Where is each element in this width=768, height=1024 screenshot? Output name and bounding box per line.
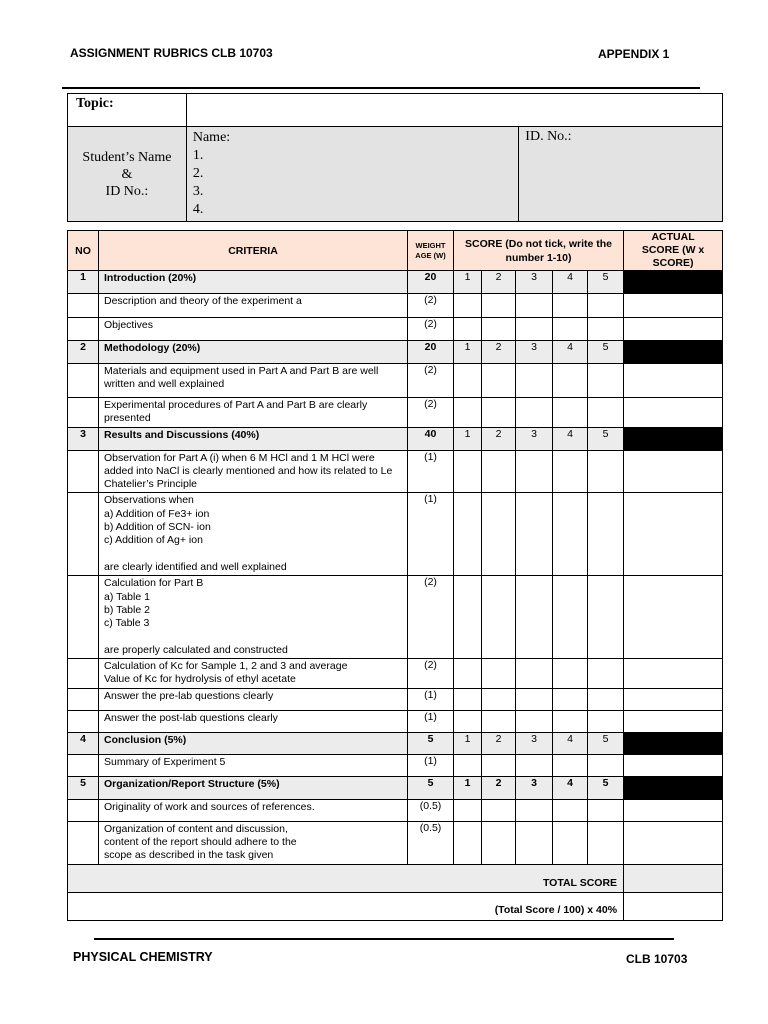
section-number: 3 xyxy=(68,427,99,450)
section-title: Organization/Report Structure (5%) xyxy=(99,776,408,799)
final-score-row xyxy=(68,892,723,920)
score-option[interactable]: 5 xyxy=(588,341,624,364)
score-input-cell[interactable] xyxy=(553,799,588,821)
topic-label: Topic: xyxy=(68,94,187,127)
score-input-cell[interactable] xyxy=(588,710,624,732)
criterion-text xyxy=(99,688,408,710)
appendix-label: APPENDIX 1 xyxy=(598,47,670,61)
score-option[interactable]: 1 xyxy=(454,341,482,364)
score-option[interactable]: 5 xyxy=(588,732,624,754)
criterion-row xyxy=(68,294,723,318)
score-input-cell[interactable] xyxy=(588,398,624,428)
criterion-text-line: Observations when xyxy=(104,494,194,507)
topic-field[interactable] xyxy=(186,94,722,127)
criterion-number-cell xyxy=(68,688,99,710)
criterion-weight: (2) xyxy=(408,398,454,428)
score-input-cell[interactable] xyxy=(454,318,482,341)
score-input-cell[interactable] xyxy=(454,754,482,776)
score-input-cell[interactable] xyxy=(553,821,588,864)
section-weight: 5 xyxy=(408,776,454,799)
criterion-text-line: are properly calculated and constructed xyxy=(104,643,288,656)
score-option[interactable]: 1 xyxy=(454,732,482,754)
criterion-number-cell xyxy=(68,450,99,493)
section-row xyxy=(68,271,723,294)
final-score-input[interactable] xyxy=(624,892,723,920)
section-number: 5 xyxy=(68,776,99,799)
score-option[interactable]: 2 xyxy=(482,776,516,799)
score-input-cell[interactable] xyxy=(553,398,588,428)
header-weight: WEIGHT AGE (W) xyxy=(408,231,454,271)
score-input-cell[interactable] xyxy=(588,318,624,341)
score-input-cell[interactable] xyxy=(482,710,516,732)
criterion-row xyxy=(68,493,723,576)
header-criteria: CRITERIA xyxy=(99,231,408,271)
actual-score-input[interactable] xyxy=(624,364,723,398)
score-input-cell[interactable] xyxy=(516,710,553,732)
score-input-cell[interactable] xyxy=(454,688,482,710)
score-input-cell[interactable] xyxy=(454,364,482,398)
actual-score-input[interactable] xyxy=(624,576,723,659)
criterion-text-line: are clearly identified and well explained xyxy=(104,560,287,573)
score-input-cell[interactable] xyxy=(516,576,553,659)
score-input-cell[interactable] xyxy=(588,294,624,318)
score-input-cell[interactable] xyxy=(454,659,482,689)
header-score: SCORE (Do not tick, write the number 1-10) xyxy=(454,231,624,271)
criterion-row xyxy=(68,659,723,689)
score-input-cell[interactable] xyxy=(516,294,553,318)
criterion-weight: (1) xyxy=(408,688,454,710)
criterion-text-line: content of the report should adhere to the xyxy=(104,835,297,848)
score-option[interactable]: 4 xyxy=(553,341,588,364)
criterion-text-line: scope as described in the task given xyxy=(104,849,274,862)
score-input-cell[interactable] xyxy=(588,821,624,864)
score-option[interactable]: 5 xyxy=(588,776,624,799)
criterion-text xyxy=(99,659,408,689)
student-label-line: & xyxy=(121,166,133,182)
score-input-cell[interactable] xyxy=(454,576,482,659)
score-input-cell[interactable] xyxy=(588,450,624,493)
section-row xyxy=(68,732,723,754)
header-no: NO xyxy=(68,231,99,271)
criterion-weight: (1) xyxy=(408,450,454,493)
section-row xyxy=(68,776,723,799)
section-weight: 5 xyxy=(408,732,454,754)
criterion-text xyxy=(99,364,408,398)
final-score-label: (Total Score / 100) x 40% xyxy=(68,892,624,920)
criterion-text-line: Objectives xyxy=(104,319,154,331)
score-input-cell[interactable] xyxy=(588,754,624,776)
score-input-cell[interactable] xyxy=(482,364,516,398)
score-input-cell[interactable] xyxy=(482,659,516,689)
student-label-line: Student’s Name xyxy=(82,149,172,165)
section-number: 1 xyxy=(68,271,99,294)
section-number: 2 xyxy=(68,341,99,364)
criterion-weight: (0.5) xyxy=(408,799,454,821)
actual-score-input[interactable] xyxy=(624,318,723,341)
score-input-cell[interactable] xyxy=(553,688,588,710)
score-input-cell[interactable] xyxy=(553,493,588,576)
criterion-number-cell xyxy=(68,659,99,689)
score-option[interactable]: 4 xyxy=(553,732,588,754)
criterion-text xyxy=(99,450,408,493)
criterion-row xyxy=(68,450,723,493)
name-line: 2. xyxy=(192,166,204,181)
criterion-number-cell xyxy=(68,754,99,776)
student-label-line: ID No.: xyxy=(105,183,149,199)
score-input-cell[interactable] xyxy=(588,688,624,710)
score-input-cell[interactable] xyxy=(553,576,588,659)
footer-subject: PHYSICAL CHEMISTRY xyxy=(73,950,213,964)
criterion-number-cell xyxy=(68,318,99,341)
section-title: Results and Discussions (40%) xyxy=(99,427,408,450)
score-input-cell[interactable] xyxy=(482,493,516,576)
criterion-number-cell xyxy=(68,398,99,428)
score-option[interactable]: 3 xyxy=(516,427,553,450)
criterion-number-cell xyxy=(68,576,99,659)
score-option[interactable]: 1 xyxy=(454,427,482,450)
score-input-cell[interactable] xyxy=(482,398,516,428)
score-option[interactable]: 2 xyxy=(482,427,516,450)
score-input-cell[interactable] xyxy=(482,576,516,659)
actual-score-input[interactable] xyxy=(624,294,723,318)
criterion-text-line: Materials and equipment used in Part A and Part B are well written and well explained xyxy=(104,365,379,391)
criterion-text-line: b) Addition of SCN- ion xyxy=(104,521,211,534)
actual-score-cell xyxy=(624,776,723,799)
section-row xyxy=(68,341,723,364)
criterion-number-cell xyxy=(68,799,99,821)
criterion-weight: (1) xyxy=(408,754,454,776)
score-option[interactable]: 3 xyxy=(516,341,553,364)
score-option[interactable]: 2 xyxy=(482,732,516,754)
criterion-text-line xyxy=(104,548,402,561)
score-input-cell[interactable] xyxy=(553,450,588,493)
criterion-text-line: Answer the pre-lab questions clearly xyxy=(104,689,274,702)
topic-row xyxy=(68,94,723,127)
student-row xyxy=(68,127,723,222)
criterion-text xyxy=(99,799,408,821)
criterion-text-line: b) Table 2 xyxy=(104,603,150,616)
score-input-cell[interactable] xyxy=(553,659,588,689)
criterion-text-line: Originality of work and sources of references. xyxy=(104,800,315,813)
score-input-cell[interactable] xyxy=(482,688,516,710)
section-weight: 40 xyxy=(408,427,454,450)
actual-score-input[interactable] xyxy=(624,450,723,493)
criterion-text-line: Value of Kc for hydrolysis of ethyl acetate xyxy=(104,673,296,686)
actual-score-input[interactable] xyxy=(624,659,723,689)
criterion-row xyxy=(68,398,723,428)
criterion-number-cell xyxy=(68,294,99,318)
actual-score-cell xyxy=(624,271,723,294)
score-input-cell[interactable] xyxy=(588,576,624,659)
score-input-cell[interactable] xyxy=(516,398,553,428)
score-input-cell[interactable] xyxy=(516,659,553,689)
score-input-cell[interactable] xyxy=(553,754,588,776)
criterion-row xyxy=(68,688,723,710)
score-option[interactable]: 3 xyxy=(516,732,553,754)
score-input-cell[interactable] xyxy=(588,799,624,821)
criterion-text-line: Description and theory of the experiment a xyxy=(104,295,302,307)
section-row xyxy=(68,427,723,450)
score-input-cell[interactable] xyxy=(454,294,482,318)
actual-score-input[interactable] xyxy=(624,710,723,732)
score-input-cell[interactable] xyxy=(553,294,588,318)
criterion-row xyxy=(68,754,723,776)
criterion-weight: (2) xyxy=(408,659,454,689)
score-input-cell[interactable] xyxy=(516,450,553,493)
actual-score-input[interactable] xyxy=(624,799,723,821)
criterion-text xyxy=(99,576,408,659)
score-option[interactable]: 4 xyxy=(553,776,588,799)
criterion-text-line: Calculation for Part B xyxy=(104,577,204,590)
score-option[interactable]: 3 xyxy=(516,271,553,294)
name-line: 3. xyxy=(192,184,204,199)
score-input-cell[interactable] xyxy=(516,364,553,398)
criterion-text-line: c) Table 3 xyxy=(104,617,150,630)
criterion-number-cell xyxy=(68,821,99,864)
criterion-text-line: Organization of content and discussion, xyxy=(104,822,288,835)
score-option[interactable]: 1 xyxy=(454,271,482,294)
criterion-text-line: a) Addition of Fe3+ ion xyxy=(104,507,210,520)
student-info-table xyxy=(67,93,723,222)
score-input-cell[interactable] xyxy=(516,318,553,341)
score-input-cell[interactable] xyxy=(516,688,553,710)
actual-score-input[interactable] xyxy=(624,688,723,710)
criterion-text-line: Summary of Experiment 5 xyxy=(104,755,226,768)
score-input-cell[interactable] xyxy=(516,821,553,864)
actual-score-input[interactable] xyxy=(624,398,723,428)
score-input-cell[interactable] xyxy=(482,318,516,341)
score-input-cell[interactable] xyxy=(588,364,624,398)
criterion-number-cell xyxy=(68,710,99,732)
criterion-weight: (1) xyxy=(408,710,454,732)
criterion-number-cell xyxy=(68,493,99,576)
criterion-weight: (1) xyxy=(408,493,454,576)
score-option[interactable]: 2 xyxy=(482,341,516,364)
score-input-cell[interactable] xyxy=(482,821,516,864)
score-option[interactable]: 4 xyxy=(553,427,588,450)
name-line: 4. xyxy=(192,202,204,217)
criterion-text-line: Calculation of Kc for Sample 1, 2 and 3 and average xyxy=(104,660,348,673)
score-input-cell[interactable] xyxy=(553,318,588,341)
total-score-label: TOTAL SCORE xyxy=(68,864,624,892)
score-input-cell[interactable] xyxy=(454,450,482,493)
criterion-text xyxy=(99,294,408,318)
score-input-cell[interactable] xyxy=(454,493,482,576)
criterion-text-line: a) Table 1 xyxy=(104,590,150,603)
criterion-row xyxy=(68,576,723,659)
total-score-input[interactable] xyxy=(624,864,723,892)
total-score-row xyxy=(68,864,723,892)
actual-score-input[interactable] xyxy=(624,821,723,864)
score-input-cell[interactable] xyxy=(454,799,482,821)
score-input-cell[interactable] xyxy=(454,710,482,732)
score-input-cell[interactable] xyxy=(482,754,516,776)
section-title: Introduction (20%) xyxy=(99,271,408,294)
score-input-cell[interactable] xyxy=(454,398,482,428)
score-input-cell[interactable] xyxy=(553,710,588,732)
student-label xyxy=(68,127,187,222)
footer-course-code: CLB 10703 xyxy=(626,952,688,966)
id-label: ID. No.: xyxy=(525,129,572,144)
name-line: 1. xyxy=(192,148,204,163)
rubric-table xyxy=(67,230,723,921)
name-label: Name: xyxy=(192,130,231,145)
section-number: 4 xyxy=(68,732,99,754)
criterion-weight: (2) xyxy=(408,318,454,341)
section-weight: 20 xyxy=(408,341,454,364)
footer-divider xyxy=(94,938,674,940)
score-input-cell[interactable] xyxy=(516,493,553,576)
score-input-cell[interactable] xyxy=(482,450,516,493)
criterion-row xyxy=(68,710,723,732)
score-option[interactable]: 3 xyxy=(516,776,553,799)
criterion-weight: (0.5) xyxy=(408,821,454,864)
criterion-text xyxy=(99,398,408,428)
score-input-cell[interactable] xyxy=(588,659,624,689)
section-title: Conclusion (5%) xyxy=(99,732,408,754)
names-field[interactable] xyxy=(186,127,518,222)
score-input-cell[interactable] xyxy=(516,754,553,776)
actual-score-input[interactable] xyxy=(624,493,723,576)
criterion-text xyxy=(99,318,408,341)
rubric-header-row xyxy=(68,231,723,271)
criterion-text-line: Answer the post-lab questions clearly xyxy=(104,711,278,724)
section-weight: 20 xyxy=(408,271,454,294)
header-divider xyxy=(62,87,700,89)
score-input-cell[interactable] xyxy=(553,364,588,398)
actual-score-cell xyxy=(624,427,723,450)
score-option[interactable]: 5 xyxy=(588,271,624,294)
score-option[interactable]: 2 xyxy=(482,271,516,294)
criterion-text-line: Experimental procedures of Part A and Part B are clearly presented xyxy=(104,399,368,425)
criterion-text-line: c) Addition of Ag+ ion xyxy=(104,534,203,547)
document-title: ASSIGNMENT RUBRICS CLB 10703 xyxy=(70,46,273,60)
score-input-cell[interactable] xyxy=(482,294,516,318)
section-title: Methodology (20%) xyxy=(99,341,408,364)
criterion-text xyxy=(99,493,408,576)
criterion-text-line: Observation for Part A (i) when 6 M HCl and 1 M HCl were added into NaCl is clearly mentioned and how its related to Le Chatelier’s Principle xyxy=(104,451,393,491)
score-option[interactable]: 4 xyxy=(553,271,588,294)
criterion-weight: (2) xyxy=(408,294,454,318)
score-option[interactable]: 1 xyxy=(454,776,482,799)
actual-score-input[interactable] xyxy=(624,754,723,776)
id-field[interactable] xyxy=(519,127,723,222)
criterion-text xyxy=(99,821,408,864)
criterion-row xyxy=(68,821,723,864)
criterion-weight: (2) xyxy=(408,364,454,398)
criterion-text xyxy=(99,710,408,732)
actual-score-cell xyxy=(624,732,723,754)
score-input-cell[interactable] xyxy=(482,799,516,821)
criterion-row xyxy=(68,318,723,341)
score-option[interactable]: 5 xyxy=(588,427,624,450)
criterion-row xyxy=(68,799,723,821)
criterion-text xyxy=(99,754,408,776)
criterion-number-cell xyxy=(68,364,99,398)
score-input-cell[interactable] xyxy=(454,821,482,864)
score-input-cell[interactable] xyxy=(588,493,624,576)
score-input-cell[interactable] xyxy=(516,799,553,821)
header-actual-score: ACTUAL SCORE (W x SCORE) xyxy=(624,231,723,271)
criterion-weight: (2) xyxy=(408,576,454,659)
actual-score-cell xyxy=(624,341,723,364)
criterion-row xyxy=(68,364,723,398)
criterion-text-line xyxy=(104,630,402,643)
